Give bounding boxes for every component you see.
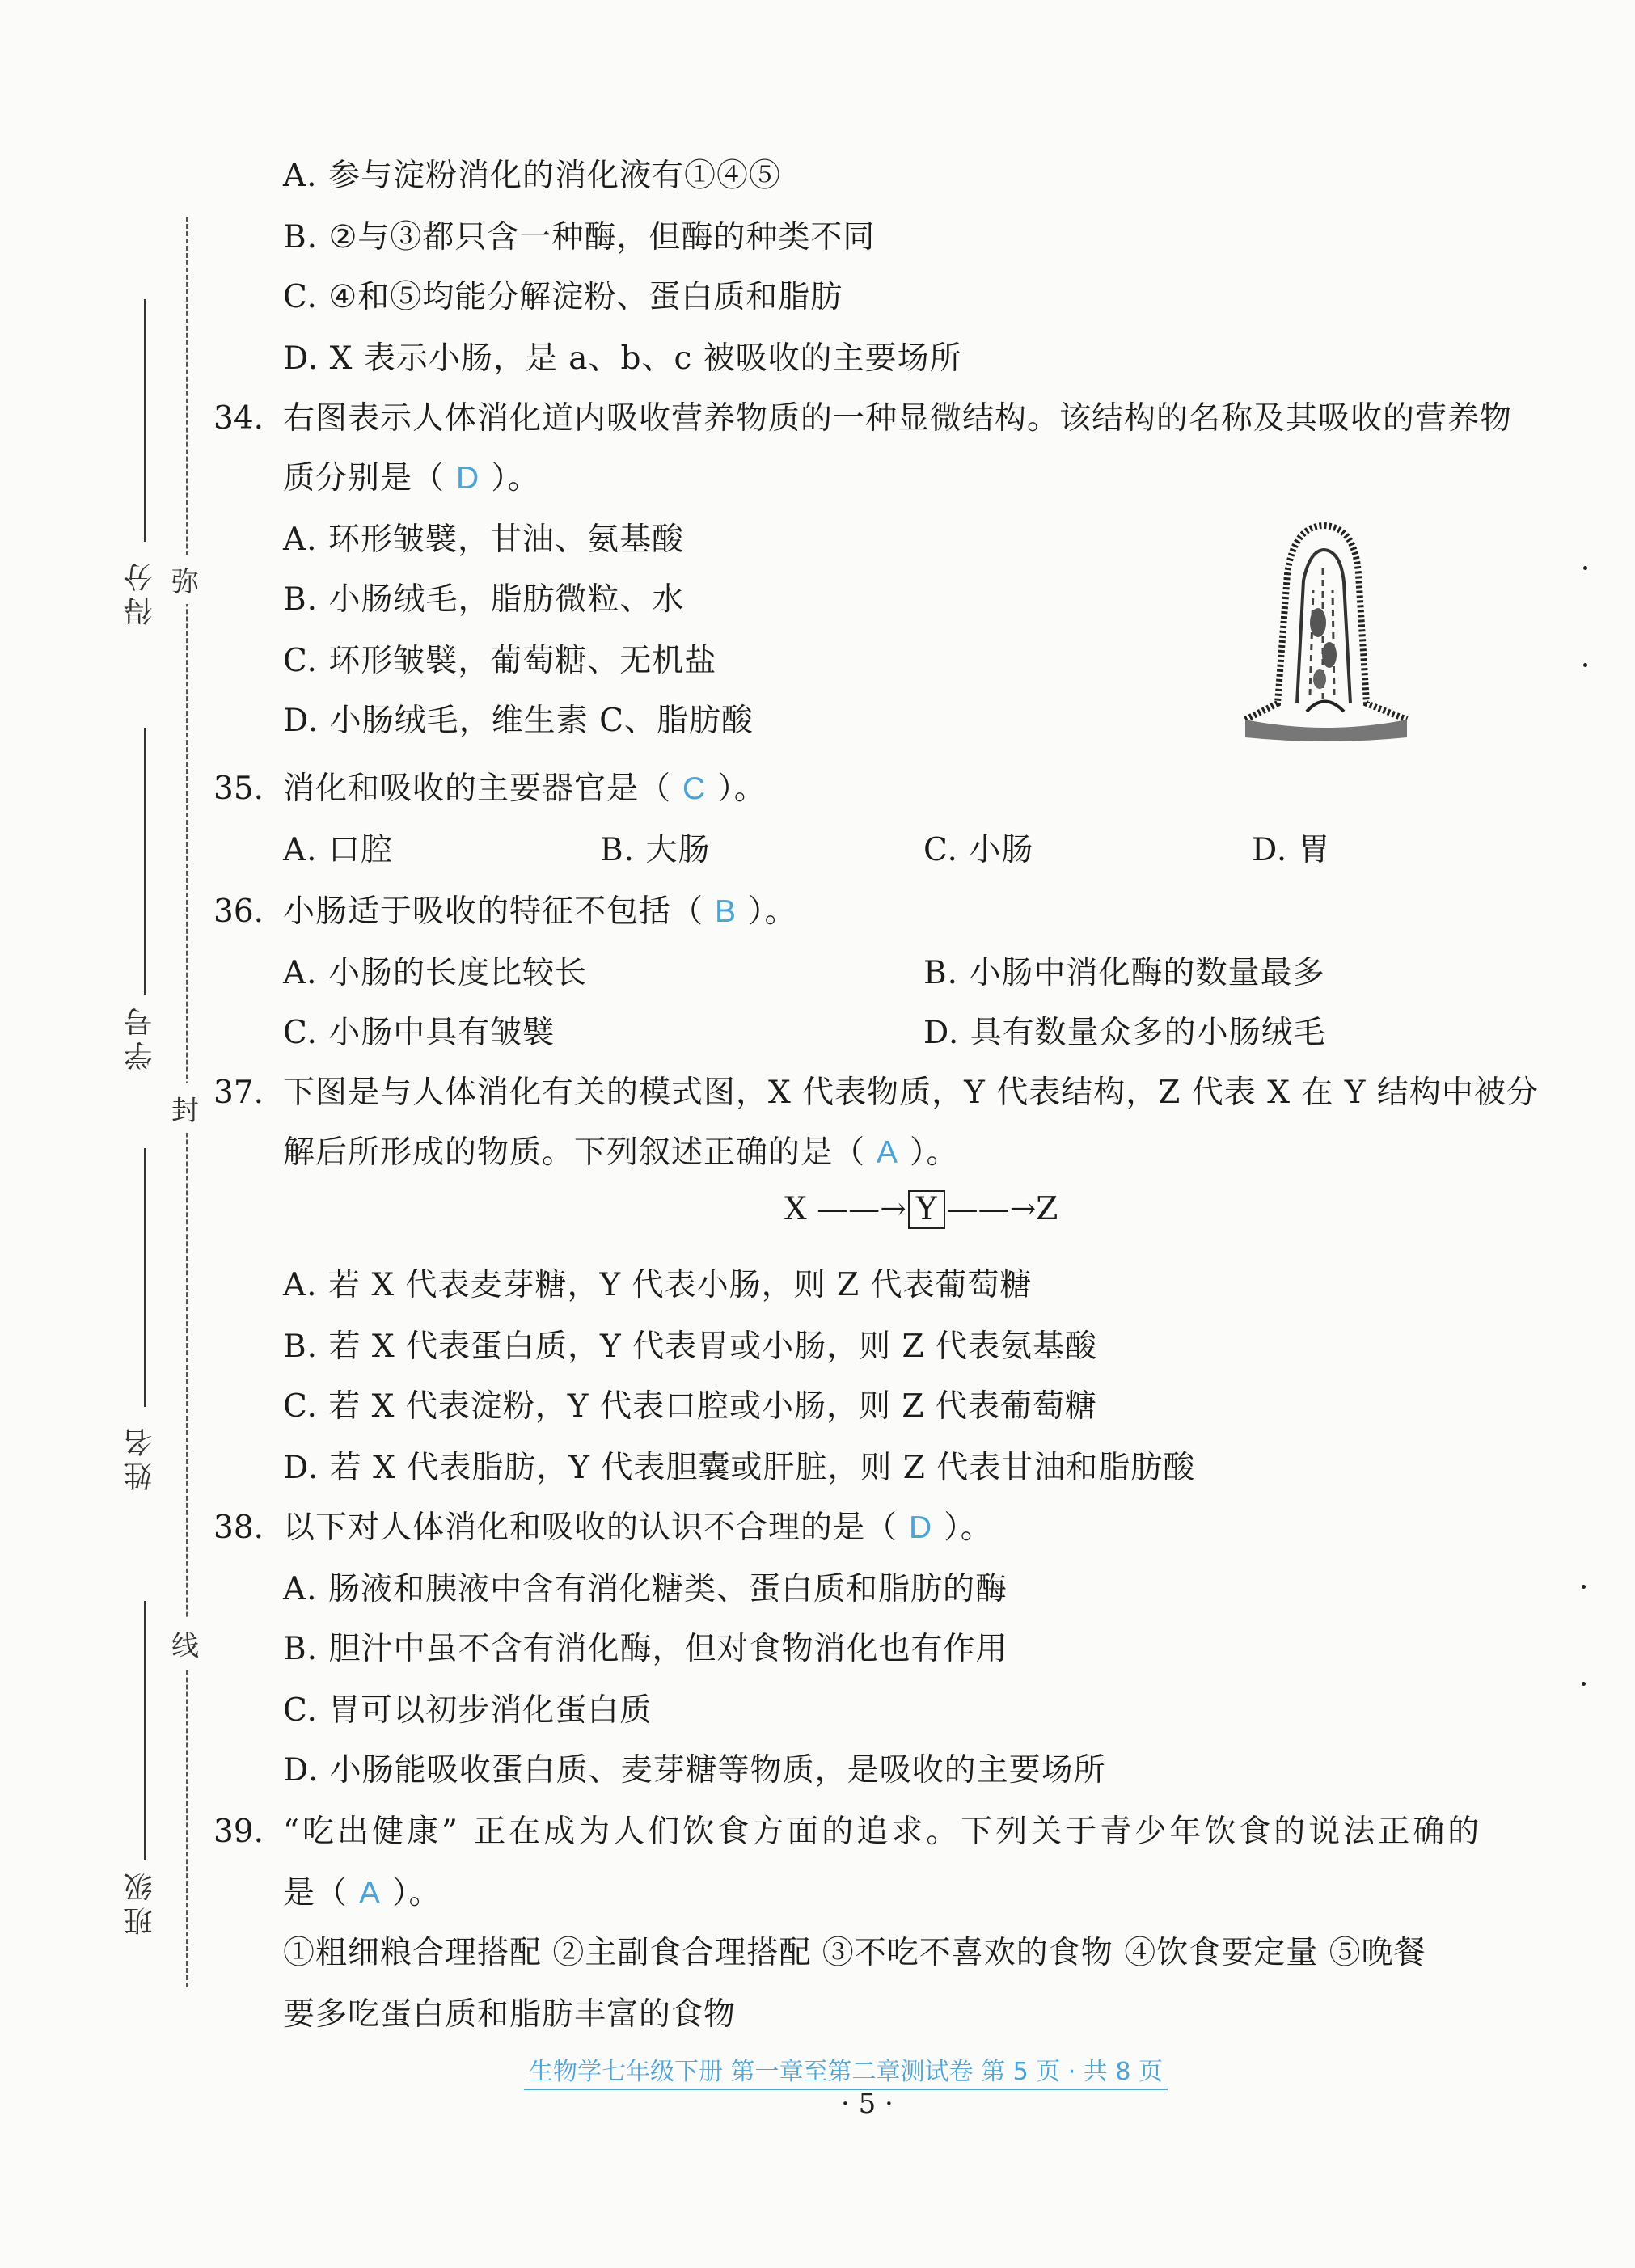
margin-label-name: 姓名 (124, 1423, 157, 1491)
q33-option-a: A. 参与淀粉消化的消化液有①④⑤ (283, 158, 781, 194)
seal-char-3: 线 (171, 1619, 199, 1668)
q36-stem (283, 891, 797, 933)
q38-option-b: B. 胆汁中虽不含有消化酶，但对食物消化也有作用 (283, 1631, 1008, 1667)
seal-char-1: 弥 (171, 555, 199, 604)
q38-stem-pre: 以下对人体消化和吸收的认识不合理的是（ (283, 1510, 898, 1546)
q33-option-d: D. X 表示小肠，是 a、b、c 被吸收的主要场所 (283, 340, 962, 377)
diagram-arrow-2: ——→ (946, 1191, 1037, 1227)
margin-label-class: 班级 (124, 1868, 157, 1936)
q36-stem-post: ）。 (748, 893, 797, 930)
seal-char-2: 封 (171, 1083, 199, 1133)
name-underline (144, 1148, 146, 1407)
page-number: · 5 · (841, 2088, 894, 2120)
q38-number: 38. (213, 1510, 264, 1546)
q35-option-a: A. 口腔 (283, 832, 393, 868)
q39-items-line1: ①粗细粮合理搭配 ②主副食合理搭配 ③不吃不喜欢的食物 ④饮食要定量 ⑤晚餐 (283, 1935, 1426, 1971)
q37-answer: A (877, 1135, 899, 1170)
q38-stem-post: ）。 (944, 1510, 993, 1546)
q39-items-line2: 要多吃蛋白质和脂肪丰富的食物 (283, 1996, 737, 2033)
q34-stem-post: ）。 (491, 460, 540, 496)
q39-answer: A (359, 1876, 382, 1911)
q35-stem (283, 768, 767, 810)
q37-number: 37. (213, 1075, 264, 1111)
q38-answer: D (909, 1510, 933, 1545)
q36-option-d: D. 具有数量众多的小肠绒毛 (923, 1015, 1326, 1051)
q38-stem (283, 1507, 993, 1549)
q35-answer: C (682, 771, 707, 806)
q36-stem-pre: 小肠适于吸收的特征不包括（ (283, 893, 704, 930)
q34-stem-line2 (283, 458, 540, 500)
q36-number: 36. (213, 893, 264, 930)
q34-option-b: B. 小肠绒毛，脂肪微粒、水 (283, 581, 685, 618)
q39-stem-line2 (283, 1873, 441, 1915)
q37-option-d: D. 若 X 代表脂肪，Y 代表胆囊或肝脏，则 Z 代表甘油和脂肪酸 (283, 1450, 1196, 1486)
q35-option-b: B. 大肠 (600, 832, 711, 868)
score-underline (144, 299, 146, 542)
q37-option-a: A. 若 X 代表麦芽糖，Y 代表小肠，则 Z 代表葡萄糖 (283, 1267, 1033, 1303)
q37-stem-post: ）。 (910, 1134, 959, 1171)
q34-answer: D (456, 461, 480, 496)
q38-option-a: A. 肠液和胰液中含有消化糖类、蛋白质和脂肪的酶 (283, 1571, 1008, 1607)
q34-option-c: C. 环形皱襞，葡萄糖、无机盐 (283, 643, 717, 679)
q35-option-c: C. 小肠 (923, 832, 1034, 868)
footer-title: 生物学七年级下册 第一章至第二章测试卷 第 5 页 · 共 8 页 (524, 2051, 1168, 2090)
margin-label-student-id: 学号 (124, 1003, 157, 1071)
q35-number: 35. (213, 771, 264, 807)
q38-option-c: C. 胃可以初步消化蛋白质 (283, 1692, 653, 1729)
q36-option-a: A. 小肠的长度比较长 (283, 955, 587, 991)
q39-stem-line1: “吃出健康” 正在成为人们饮食方面的追求。下列关于青少年饮食的说法正确的 (283, 1814, 1483, 1850)
q39-stem-post: ）。 (392, 1875, 441, 1911)
scan-speck (1583, 663, 1587, 667)
scan-speck (1582, 1682, 1586, 1686)
q37-option-c: C. 若 X 代表淀粉，Y 代表口腔或小肠，则 Z 代表葡萄糖 (283, 1388, 1097, 1425)
q37-stem-line1: 下图是与人体消化有关的模式图，X 代表物质，Y 代表结构，Z 代表 X 在 Y 结构中被分 (283, 1075, 1539, 1111)
q37-option-b: B. 若 X 代表蛋白质，Y 代表胃或小肠，则 Z 代表氨基酸 (283, 1328, 1098, 1365)
q37-stem-pre: 解后所形成的物质。下列叙述正确的是（ (283, 1134, 866, 1171)
q35-stem-pre: 消化和吸收的主要器官是（ (283, 771, 672, 807)
diagram-z: Z (1036, 1191, 1058, 1227)
q34-option-a: A. 环形皱襞，甘油、氨基酸 (283, 522, 684, 558)
q34-number: 34. (213, 400, 264, 437)
q39-stem-pre: 是（ (283, 1875, 349, 1911)
q33-option-b: B. ②与③都只含一种酶，但酶的种类不同 (283, 219, 876, 256)
q36-option-c: C. 小肠中具有皱襞 (283, 1015, 556, 1051)
q33-option-c: C. ④和⑤均能分解淀粉、蛋白质和脂肪 (283, 279, 843, 315)
villus-micrograph (1229, 517, 1423, 744)
scan-speck (1583, 566, 1587, 570)
student-id-underline (144, 728, 146, 995)
scan-speck (1582, 1585, 1586, 1589)
q34-option-d: D. 小肠绒毛，维生素 C、脂肪酸 (283, 703, 754, 739)
q36-option-b: B. 小肠中消化酶的数量最多 (923, 955, 1325, 991)
diagram-x: X (784, 1191, 807, 1227)
q35-option-d: D. 胃 (1252, 832, 1331, 868)
q34-stem-pre: 质分别是（ (283, 460, 446, 496)
xyz-diagram (784, 1189, 1058, 1231)
q38-option-d: D. 小肠能吸收蛋白质、麦芽糖等物质，是吸收的主要场所 (283, 1752, 1106, 1789)
q35-stem-post: ）。 (717, 771, 767, 807)
class-underline (144, 1601, 146, 1860)
q36-answer: B (715, 894, 737, 929)
diagram-arrow-1: ——→ (817, 1191, 906, 1227)
q34-stem-line1: 右图表示人体消化道内吸收营养物质的一种显微结构。该结构的名称及其吸收的营养物 (283, 400, 1513, 437)
q37-stem-line2 (283, 1132, 959, 1174)
diagram-y-box: Y (908, 1190, 945, 1229)
margin-label-score: 得分 (124, 558, 157, 626)
q39-number: 39. (213, 1814, 264, 1850)
